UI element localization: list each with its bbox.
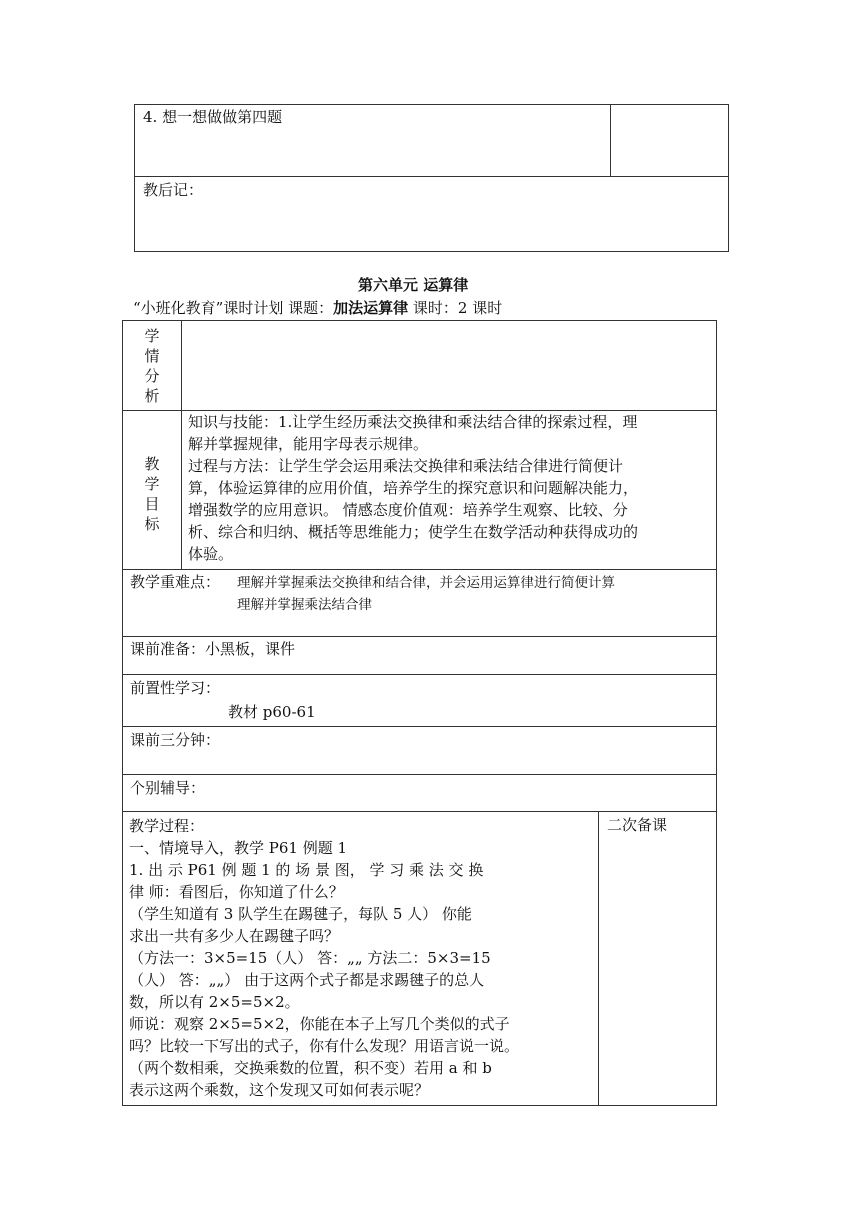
process-column-divider: [598, 811, 599, 1106]
teaching-process-text: [129, 815, 594, 1101]
row-divider-3: [122, 636, 717, 637]
process-line: （两个数相乘，交换乘数的位置，积不变）若用 a 和 b: [129, 1059, 492, 1077]
row-divider-6: [122, 774, 717, 775]
top-table-item-4: 4. 想一想做做第四题: [143, 108, 283, 126]
post-teaching-notes-label: 教后记：: [143, 181, 204, 199]
row-divider-7: [122, 811, 717, 812]
process-line: 表示这两个乘数，这个发现又可如何表示呢？: [129, 1081, 430, 1099]
key-points-line-2: 理解并掌握乘法结合律: [237, 597, 372, 613]
three-minutes-label: 课前三分钟：: [130, 731, 221, 749]
process-line: 师说：观察 2×5=5×2，你能在本子上写几个类似的式子: [129, 1015, 510, 1033]
goals-line: 过程与方法：让学生学会运用乘法交换律和乘法结合律进行简便计: [188, 457, 624, 475]
process-line: 求出一共有多少人在踢毽子吗？: [129, 927, 340, 945]
goals-line: 析、综合和归纳、概括等思维能力；使学生在数学活动种获得成功的: [188, 523, 639, 541]
unit-title: 第六单元 运算律: [358, 276, 469, 294]
pre-study-value: 教材 p60-61: [228, 703, 316, 721]
goals-line: 算，体验运算律的应用价值，培养学生的探究意识和问题解决能力，: [188, 479, 639, 497]
process-line: （方法一：3×5=15（人） 答：„„ 方法二：5×3=15: [129, 949, 491, 967]
process-line: 一、情境导入，教学 P61 例题 1: [129, 839, 348, 857]
process-line: 教学过程：: [129, 817, 205, 835]
plan-header-prefix: “小班化教育”课时计划 课题：: [133, 299, 334, 317]
row-divider-4: [122, 674, 717, 675]
individual-tutoring-label: 个别辅导：: [130, 779, 206, 797]
key-points-label: 教学重难点：: [130, 573, 221, 591]
goals-line: 体验。: [188, 545, 234, 563]
second-prep-label: 二次备课: [607, 816, 668, 834]
plan-header-suffix: 课时：2 课时: [408, 299, 503, 317]
label-column-divider: [181, 320, 182, 569]
situation-analysis-label: 学情分析: [144, 327, 160, 405]
row-divider-2: [122, 569, 717, 570]
process-line: 律 师：看图后，你知道了什么？: [129, 883, 344, 901]
goals-line: 解并掌握规律，能用字母表示规律。: [188, 435, 429, 453]
process-line: （人） 答：„„） 由于这两个式子都是求踢毽子的总人: [129, 971, 485, 989]
goals-line: 增强数学的应用意识。 情感态度价值观：培养学生观察、比较、分: [188, 501, 628, 519]
process-line: 吗？比较一下写出的式子，你有什么发现？用语言说一说。: [129, 1037, 520, 1055]
top-table-divider: [610, 104, 611, 176]
teaching-goals-label: 教学目标: [144, 455, 160, 533]
process-line: 1. 出 示 P61 例 题 1 的 场 景 图， 学 习 乘 法 交 换: [129, 861, 484, 879]
teaching-goals-text: [188, 411, 712, 565]
plan-header: [133, 298, 502, 318]
top-table-row-divider: [134, 176, 729, 177]
row-divider-5: [122, 726, 717, 727]
class-prep: 课前准备：小黑板，课件: [130, 640, 296, 658]
plan-header-topic: 加法运算律: [333, 299, 409, 317]
process-line: （学生知道有 3 队学生在踢毽子，每队 5 人） 你能: [129, 905, 472, 923]
goals-line: 知识与技能：1.让学生经历乘法交换律和乘法结合律的探索过程，理: [188, 413, 638, 431]
pre-study-label: 前置性学习：: [130, 679, 221, 697]
process-line: 数，所以有 2×5=5×2。: [129, 993, 300, 1011]
key-points-line-1: 理解并掌握乘法交换律和结合律，并会运用运算律进行简便计算: [237, 575, 615, 591]
